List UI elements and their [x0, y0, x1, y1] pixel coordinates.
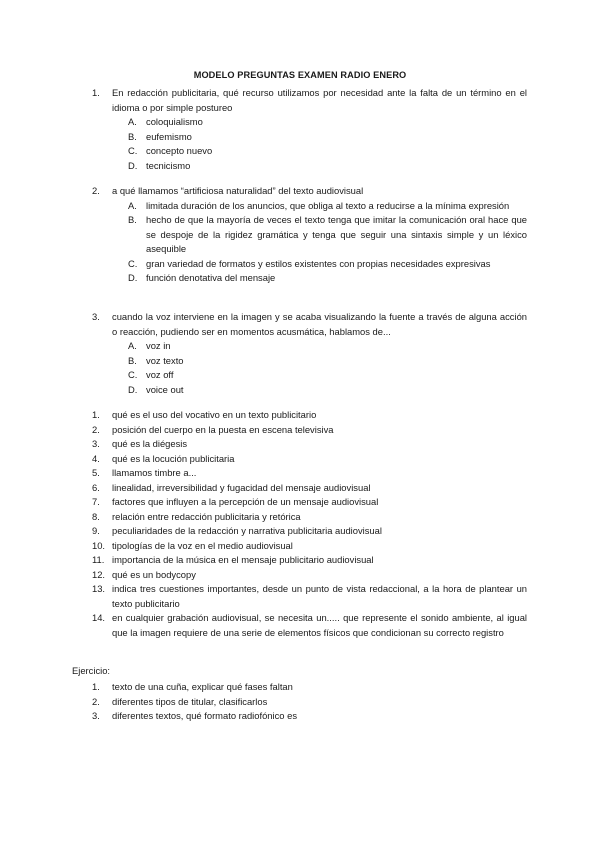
list-item — [92, 709, 527, 724]
question-options — [128, 115, 527, 173]
option-text: coloquialismo — [146, 116, 203, 127]
option-text: hecho de que la mayoría de veces el texto tenga que imitar la comunicación oral hace que se despoje de la rigidez gramática y tenga que seguir una sintaxis simple y un léxico asequible — [146, 214, 527, 254]
option-item — [128, 115, 527, 130]
option-text: función denotativa del mensaje — [146, 272, 276, 283]
option-item — [128, 130, 527, 145]
list-item — [92, 510, 527, 525]
option-letter: D. — [128, 272, 138, 283]
exercise-list — [92, 680, 527, 724]
list-number: 2. — [92, 423, 100, 435]
list-item — [92, 466, 527, 481]
list-number: 7. — [92, 496, 100, 507]
question-2 — [92, 184, 527, 286]
list-text: factores que influyen a la percepción de un mensaje audiovisual — [112, 496, 379, 507]
option-letter: A. — [128, 199, 137, 211]
list-text: qué es un bodycopy — [112, 568, 196, 580]
option-text: voz texto — [146, 354, 184, 366]
option-item — [128, 339, 527, 354]
option-item — [128, 144, 527, 159]
option-item — [128, 383, 527, 398]
option-letter: A. — [128, 116, 137, 127]
open-questions-list — [92, 408, 527, 640]
option-text: tecnicismo — [146, 159, 191, 171]
list-item — [92, 524, 527, 539]
option-item — [128, 368, 527, 383]
list-text: qué es la diégesis — [112, 438, 188, 449]
list-number: 10. — [92, 539, 106, 551]
list-number: 13. — [92, 583, 106, 594]
exercise-heading: Ejercicio: — [72, 665, 111, 676]
list-number: 2. — [92, 695, 100, 707]
option-text: concepto nuevo — [146, 145, 213, 156]
option-item — [128, 159, 527, 174]
question-number: 1. — [92, 87, 100, 98]
list-item — [92, 437, 527, 452]
list-number: 4. — [92, 452, 100, 464]
list-item — [92, 695, 527, 710]
question-text: En redacción publicitaria, qué recurso utilizamos por necesidad ante la falta de un término en el idioma o por simple postureo — [112, 87, 527, 113]
list-text: diferentes tipos de titular, clasificarlos — [112, 695, 268, 707]
list-item — [92, 408, 527, 423]
list-item — [92, 495, 527, 510]
list-number: 14. — [92, 612, 106, 623]
option-letter: B. — [128, 214, 137, 225]
list-item — [92, 452, 527, 467]
list-item — [92, 481, 527, 496]
option-letter: C. — [128, 257, 138, 269]
option-letter: B. — [128, 130, 137, 142]
list-text: tipologías de la voz en el medio audiovisual — [112, 539, 293, 551]
list-text: linealidad, irreversibilidad y fugacidad del mensaje audiovisual — [112, 481, 371, 493]
list-text: relación entre redacción publicitaria y retórica — [112, 510, 301, 522]
list-item — [92, 680, 527, 695]
list-number: 1. — [92, 409, 100, 420]
list-text: peculiaridades de la redacción y narrativa publicitaria audiovisual — [112, 525, 382, 536]
question-options — [128, 199, 527, 286]
option-text: voz in — [146, 340, 171, 351]
question-number: 2. — [92, 185, 100, 196]
option-letter: C. — [128, 145, 138, 156]
list-text: diferentes textos, qué formato radiofónico es — [112, 710, 298, 721]
option-text: eufemismo — [146, 130, 192, 142]
list-text: llamamos timbre a... — [112, 467, 197, 478]
option-item — [128, 199, 527, 214]
option-text: voice out — [146, 383, 184, 395]
list-text: qué es el uso del vocativo en un texto publicitario — [112, 409, 317, 420]
list-number: 6. — [92, 481, 100, 493]
list-number: 3. — [92, 438, 100, 449]
list-number: 9. — [92, 525, 100, 536]
list-number: 11. — [92, 554, 105, 565]
list-number: 8. — [92, 510, 100, 522]
option-item — [128, 213, 527, 257]
option-text: limitada duración de los anuncios, que obliga al texto a reducirse a la mínima expresión — [146, 199, 510, 211]
option-letter: C. — [128, 369, 138, 380]
option-item — [128, 257, 527, 272]
list-text: texto de una cuña, explicar qué fases faltan — [112, 681, 293, 692]
page-title: MODELO PREGUNTAS EXAMEN RADIO ENERO — [193, 70, 407, 80]
list-item — [92, 568, 527, 583]
list-item — [92, 582, 527, 611]
option-item — [128, 271, 527, 286]
list-number: 5. — [92, 467, 100, 478]
option-letter: D. — [128, 159, 138, 171]
option-text: gran variedad de formatos y estilos existentes con propias necesidades expresivas — [146, 257, 491, 269]
question-text: cuando la voz interviene en la imagen y se acaba visualizando la fuente a través de alguna acción o reacción, pudiendo ser en momentos acusmática, hablamos de... — [112, 311, 527, 337]
question-options — [128, 339, 527, 397]
option-letter: B. — [128, 354, 137, 366]
option-letter: D. — [128, 383, 138, 395]
question-text: a qué llamamos “artificiosa naturalidad” del texto audiovisual — [112, 185, 364, 196]
option-item — [128, 354, 527, 369]
list-text: posición del cuerpo en la puesta en escena televisiva — [112, 423, 334, 435]
option-letter: A. — [128, 340, 137, 351]
question-number: 3. — [92, 311, 100, 322]
list-text: qué es la locución publicitaria — [112, 452, 235, 464]
list-item — [92, 423, 527, 438]
list-item — [92, 539, 527, 554]
list-number: 12. — [92, 568, 106, 580]
list-item — [92, 553, 527, 568]
list-number: 1. — [92, 681, 100, 692]
option-text: voz off — [146, 369, 174, 380]
list-text: importancia de la música en el mensaje publicitario audiovisual — [112, 554, 374, 565]
list-item — [92, 611, 527, 640]
list-number: 3. — [92, 710, 100, 721]
list-text: en cualquier grabación audiovisual, se necesita un..... que represente el sonido ambiente, al igual que la imagen requiere de una serie de elementos físicos que condicionan su correcto registro — [112, 612, 527, 638]
question-3 — [92, 310, 527, 397]
list-text: indica tres cuestiones importantes, desde un punto de vista redaccional, a la hora de plantear un texto publicitario — [112, 583, 527, 609]
question-1 — [92, 86, 527, 173]
